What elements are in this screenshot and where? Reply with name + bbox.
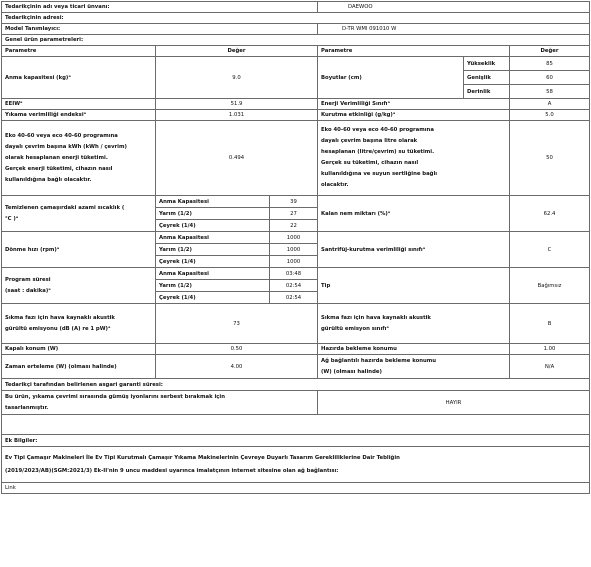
noise-line: gürültü emisyonu (dB (A) re 1 pW)ᵃ xyxy=(5,325,111,332)
regulation-text xyxy=(2,447,590,483)
delay-start-label: Zaman erteleme (W) (olması halinde) xyxy=(2,355,156,379)
energy-consumption-line: kullanıldığına bağlı olacaktır. xyxy=(5,176,92,183)
max-temperature-half-value: 27 xyxy=(270,208,318,220)
water-consumption-line: olacaktır. xyxy=(321,182,349,188)
energy-consumption-line: Eko 40-60 veya eco 40-60 programına xyxy=(5,132,118,139)
half-capacity-label: Yarım (1/2) xyxy=(156,244,270,256)
spin-class-label: Santrifüj-kurutma verimliliği sınıfıᵃ xyxy=(318,232,510,268)
spin-class-value: C xyxy=(510,232,590,268)
column-header-parameter: Parametre xyxy=(318,46,510,57)
water-consumption-line: kullanıldığına ve suyun sertliğine bağlı xyxy=(321,171,438,177)
silver-ions-line: Bu ürün, yıkama çevrimi sırasında gümüş iyonlarını serbest bırakmak için xyxy=(5,393,225,400)
washing-index-value: 1.031 xyxy=(156,110,318,121)
networked-standby-label xyxy=(318,355,510,379)
eeiw-value: 51.9 xyxy=(156,99,318,110)
noise-class-line: Sıkma fazı için hava kaynaklı akustik xyxy=(321,314,431,321)
program-duration-rated-value: 03:48 xyxy=(270,268,318,280)
washing-index-label: Yıkama verimliliği endeksiᵃ xyxy=(2,110,156,121)
energy-consumption-label xyxy=(2,121,156,196)
energy-consumption-line: olarak hesaplanan enerji tüketimi. xyxy=(5,154,108,161)
supplier-value: DAEWOO xyxy=(318,2,590,13)
standby-value: 1.00 xyxy=(510,344,590,355)
silver-ions-label xyxy=(2,391,318,415)
networked-standby-value: N/A xyxy=(510,355,590,379)
noise-class-label xyxy=(318,304,510,344)
spin-speed-rated-value: 1000 xyxy=(270,232,318,244)
capacity-value: 9.0 xyxy=(156,57,318,99)
networked-standby-line: (W) (olması halinde) xyxy=(321,368,382,375)
type-value: Bağımsız xyxy=(510,268,590,304)
energy-class-value: A xyxy=(510,99,590,110)
height-value: 85 xyxy=(510,57,590,71)
half-capacity-label: Yarım (1/2) xyxy=(156,280,270,292)
max-temperature-label xyxy=(2,196,156,232)
spin-speed-label: Dönme hızı (rpm)ᵃ xyxy=(2,232,156,268)
moisture-label: Kalan nem miktarı (%)ᵃ xyxy=(318,196,510,232)
noise-class-value: B xyxy=(510,304,590,344)
water-consumption-line: hesaplanan (litre/çevrim) su tüketimi. xyxy=(321,149,435,155)
program-duration-line: Program süresi xyxy=(5,276,51,283)
quarter-capacity-label: Çeyrek (1/4) xyxy=(156,220,270,232)
moisture-value: 62.4 xyxy=(510,196,590,232)
water-consumption-value: 50 xyxy=(510,121,590,196)
energy-consumption-line: dayalı çevrim başına kWh (kWh / çevrim) xyxy=(5,143,127,150)
dimensions-label: Boyutlar (cm) xyxy=(318,57,464,99)
noise-value: 73 xyxy=(156,304,318,344)
column-header-value: Değer xyxy=(156,46,318,57)
energy-consumption-line: Gerçek enerji tüketimi, cihazın nasıl xyxy=(5,165,113,172)
supplier-label: Tedarikçinin adı veya ticari ünvanı: xyxy=(2,2,318,13)
drying-efficiency-label: Kurutma etkinliği (g/kg)ᵃ xyxy=(318,110,510,121)
address-label: Tedarikçinin adresi: xyxy=(2,13,590,24)
width-label: Genişlik xyxy=(464,71,510,85)
regulation-line: Ev Tipi Çamaşır Makineleri İle Ev Tipi Kurutmalı Çamaşır Yıkama Makinelerinin Çevreye Duyarlı Tasarım Gerekliliklerine Dair Tebliğin xyxy=(5,454,400,461)
type-label: Tip xyxy=(318,268,510,304)
program-duration-half-value: 02:54 xyxy=(270,280,318,292)
program-duration-line: (saat : dakika)ᵃ xyxy=(5,287,51,294)
water-consumption-label xyxy=(318,121,510,196)
max-temperature-quarter-value: 22 xyxy=(270,220,318,232)
width-value: 60 xyxy=(510,71,590,85)
half-capacity-label: Yarım (1/2) xyxy=(156,208,270,220)
noise-label xyxy=(2,304,156,344)
rated-capacity-label: Anma Kapasitesi xyxy=(156,268,270,280)
model-value: D-TR WMI 091010 W xyxy=(318,24,590,35)
regulation-line: (2019/2023/AB)(SGM:2021/3) Ek-II'nin 9 uncu maddesi uyarınca imalatçının internet sitesine olan ağ bağlantısı: xyxy=(5,467,339,474)
column-header-parameter: Parametre xyxy=(2,46,156,57)
manufacturer-link[interactable]: Link xyxy=(2,483,590,494)
model-label: Model Tanımlayıcı: xyxy=(2,24,318,35)
spin-speed-half-value: 1000 xyxy=(270,244,318,256)
drying-efficiency-value: 5.0 xyxy=(510,110,590,121)
quarter-capacity-label: Çeyrek (1/4) xyxy=(156,292,270,304)
general-params-label: Genel ürün parametreleri: xyxy=(2,35,590,46)
delay-start-value: 4.00 xyxy=(156,355,318,379)
spacer-row xyxy=(2,415,590,435)
extra-info-label: Ek Bilgiler: xyxy=(2,435,590,447)
water-consumption-line: Eko 40-60 veya eco 40-60 programına xyxy=(321,127,434,133)
quarter-capacity-label: Çeyrek (1/4) xyxy=(156,256,270,268)
spin-speed-quarter-value: 1000 xyxy=(270,256,318,268)
max-temperature-line: Temizlenen çamaşırdaki azami sıcaklık ( xyxy=(5,204,125,211)
water-consumption-line: dayalı çevrim başına litre olarak xyxy=(321,138,418,144)
program-duration-quarter-value: 02:54 xyxy=(270,292,318,304)
max-temperature-line: °C )ᵃ xyxy=(5,215,19,222)
height-label: Yükseklik xyxy=(464,57,510,71)
silver-ions-value: HAYIR xyxy=(318,391,590,415)
off-mode-value: 0.50 xyxy=(156,344,318,355)
depth-value: 58 xyxy=(510,85,590,99)
noise-class-line: gürültü emisyon sınıfıᵃ xyxy=(321,325,389,332)
guarantee-label: Tedarikçi tarafından belirlenen asgari garanti süresi: xyxy=(2,379,590,391)
depth-label: Derinlik xyxy=(464,85,510,99)
rated-capacity-label: Anma Kapasitesi xyxy=(156,232,270,244)
rated-capacity-label: Anma Kapasitesi xyxy=(156,196,270,208)
max-temperature-rated-value: 39 xyxy=(270,196,318,208)
silver-ions-line: tasarlanmıştır. xyxy=(5,404,49,411)
product-info-sheet xyxy=(1,1,590,494)
capacity-label: Anma kapasitesi (kg)ᵃ xyxy=(2,57,156,99)
eeiw-label: EEIWᵃ xyxy=(2,99,156,110)
water-consumption-line: Gerçek su tüketimi, cihazın nasıl xyxy=(321,160,419,166)
program-duration-label xyxy=(2,268,156,304)
noise-line: Sıkma fazı için hava kaynaklı akustik xyxy=(5,314,115,321)
off-mode-label: Kapalı konum (W) xyxy=(2,344,156,355)
column-header-value: Değer xyxy=(510,46,590,57)
energy-class-label: Enerji Verimliliği Sınıfıᵃ xyxy=(318,99,510,110)
networked-standby-line: Ağ bağlantılı hazırda bekleme konumu xyxy=(321,357,437,364)
energy-consumption-value: 0.494 xyxy=(156,121,318,196)
standby-label: Hazırda bekleme konumu xyxy=(318,344,510,355)
